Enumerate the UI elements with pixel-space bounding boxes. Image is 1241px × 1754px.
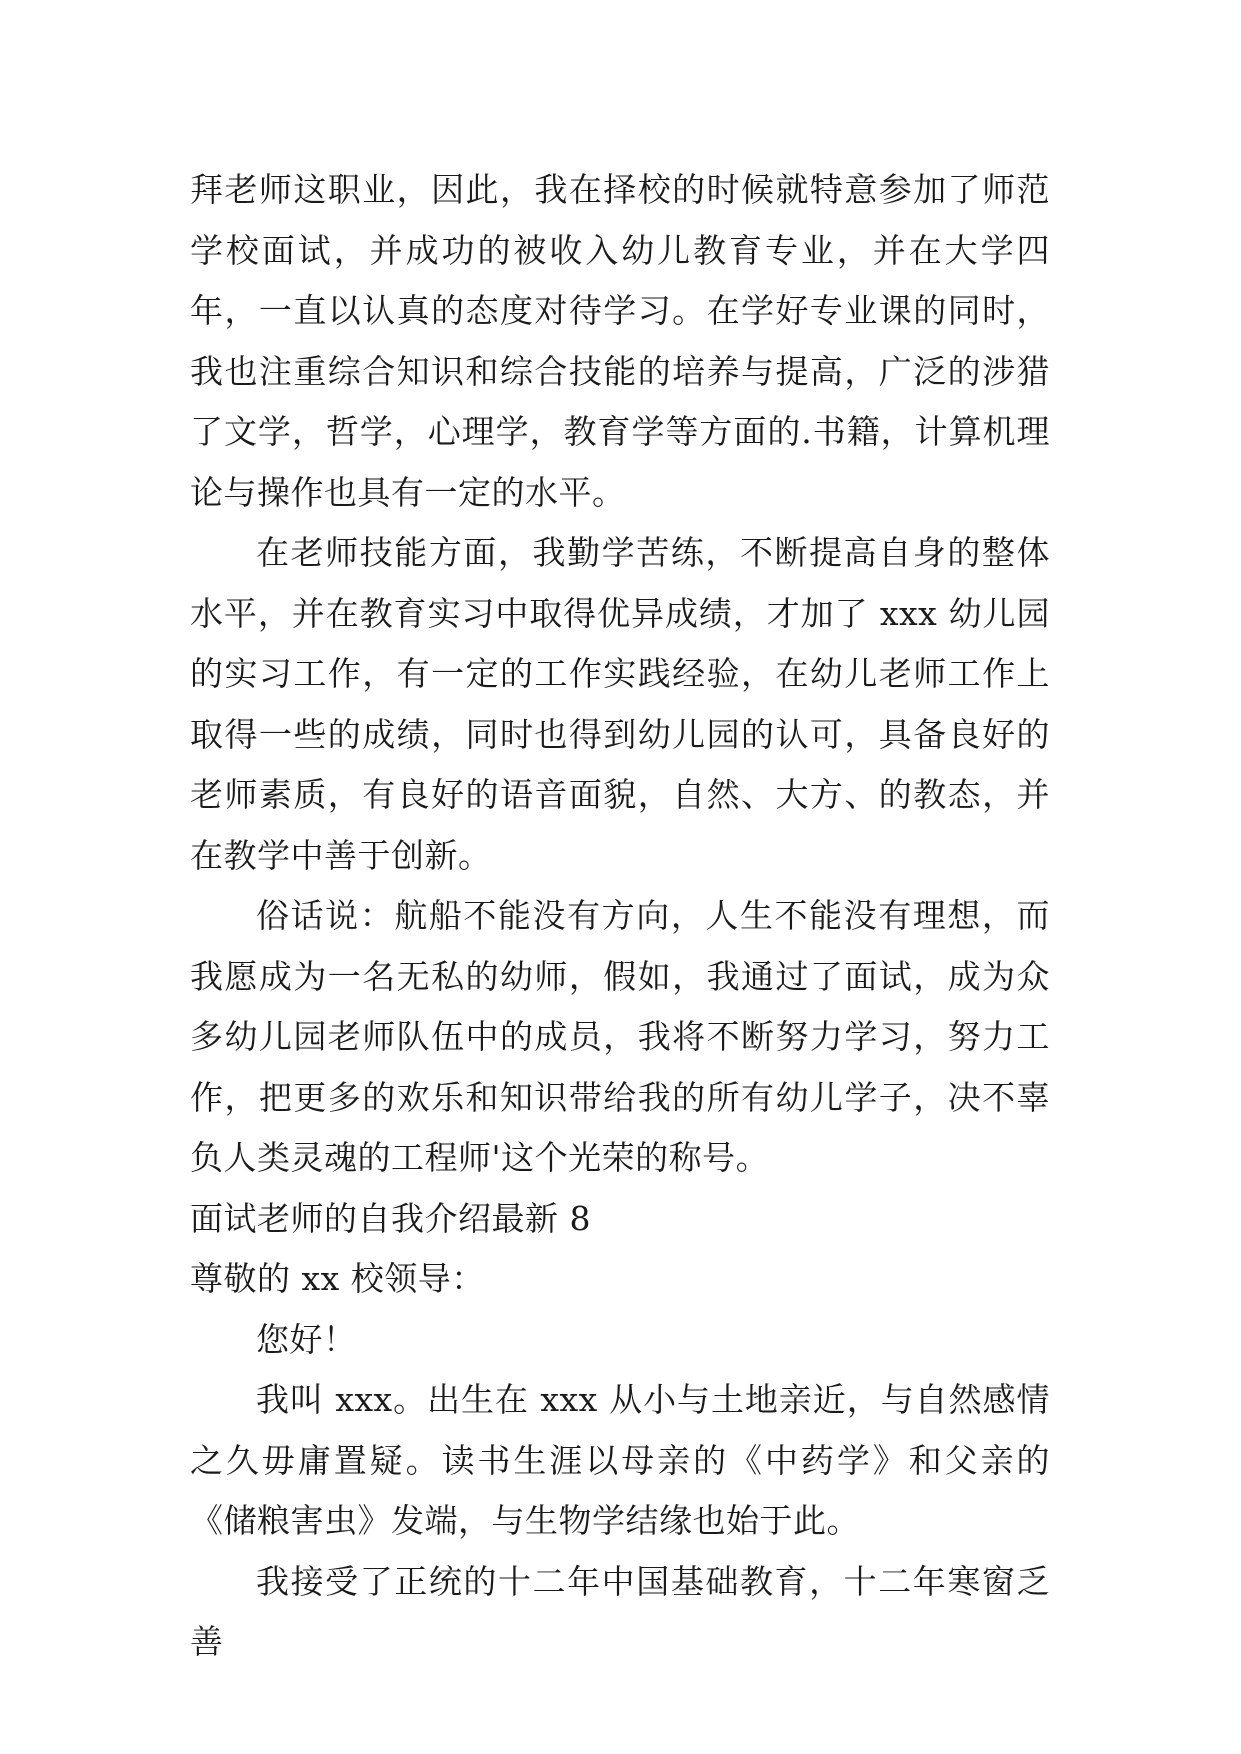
salutation: 尊敬的 xx 校领导：	[190, 1259, 485, 1298]
paragraph-4: 我叫 xxx。出生在 xxx 从小与土地亲近，与自然感情之久毋庸置疑。读书生涯以母亲的《中药学》和父亲的《储粮害虫》发端，与生物学结缘也始于此。	[190, 1380, 1050, 1540]
paragraph-2: 在老师技能方面，我勤学苦练，不断提高自身的整体水平，并在教育实习中取得优异成绩，才加了 xxx 幼儿园的实习工作，有一定的工作实践经验，在幼儿老师工作上取得一些的成绩，同时也得到幼儿园的认可，具备良好的老师素质，有良好的语音面貌，自然、大方、的教态，并在教学中善于创新。	[190, 533, 1050, 875]
paragraph-1: 拜老师这职业，因此，我在择校的时候就特意参加了师范学校面试，并成功的被收入幼儿教育专业，并在大学四年，一直以认真的态度对待学习。在学好专业课的同时，我也注重综合知识和综合技能的培养与提高，广泛的涉猎了文学，哲学，心理学，教育学等方面的.书籍，计算机理论与操作也具有一定的水平。	[190, 170, 1050, 512]
paragraph-5: 我接受了正统的十二年中国基础教育，十二年寒窗乏善	[190, 1561, 1050, 1661]
section-title: 面试老师的自我介绍最新 8	[190, 1198, 591, 1238]
greeting: 您好！	[256, 1319, 357, 1359]
document-body	[190, 160, 1050, 1673]
paragraph-3: 俗话说：航船不能没有方向，人生不能没有理想，而我愿成为一名无私的幼师，假如，我通过了面试，成为众多幼儿园老师队伍中的成员，我将不断努力学习，努力工作，把更多的欢乐和知识带给我的所有幼儿学子，决不辜负人类灵魂的工程师'这个光荣的称号。	[190, 896, 1050, 1177]
